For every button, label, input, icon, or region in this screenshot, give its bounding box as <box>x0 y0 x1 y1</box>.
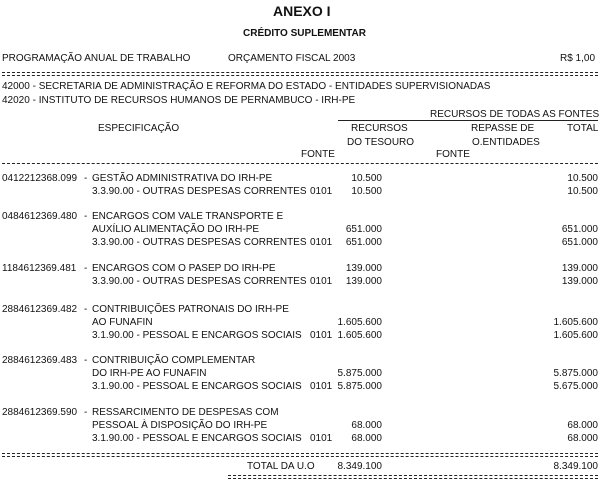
document-subtitle: CRÉDITO SUPLEMENTAR <box>243 28 366 39</box>
row-sub-description: 3.1.90.00 - PESSOAL E ENCARGOS SOCIAIS <box>92 433 302 444</box>
row-total-value: 139.000 <box>561 263 598 274</box>
column-spec-header: ESPECIFICAÇÃO <box>98 123 180 134</box>
org-line-2: 42020 - INSTITUTO DE RECURSOS HUMANOS DE PERNAMBUCO - IRH-PE <box>2 95 356 106</box>
row-tesouro-value: 10.500 <box>351 173 382 184</box>
currency-label: R$ 1,00 <box>560 53 596 64</box>
org-line-1: 42000 - SECRETARIA DE ADMINISTRAÇÃO E REFORMA DO ESTADO - ENTIDADES SUPERVISIONADAS <box>2 81 491 92</box>
row-description: GESTÃO ADMINISTRATIVA DO IRH-PE <box>92 173 273 184</box>
row-code: 1184612369.481 <box>2 263 77 274</box>
total-label: TOTAL DA U.O <box>247 461 315 472</box>
row-code: 2884612369.482 <box>2 304 78 315</box>
row-code: 0484612369.480 <box>2 211 78 222</box>
row-tesouro-value: 5.875.000 <box>337 368 382 379</box>
row-sub-fonte: 0101 <box>310 276 333 287</box>
row-description: CONTRIBUIÇÃO COMPLEMENTAR <box>92 355 256 366</box>
row-description: AO FUNAFIN <box>92 317 153 328</box>
total-tesouro-value: 8.349.100 <box>337 461 382 472</box>
row-sub-fonte: 0101 <box>310 330 333 341</box>
row-sub-fonte: 0101 <box>310 381 333 392</box>
row-description: ENCARGOS COM VALE TRANSPORTE E <box>92 211 284 222</box>
row-sub-tesouro-value: 5.875.000 <box>337 381 382 392</box>
total-value: 8.349.100 <box>553 461 598 472</box>
budget-label: ORÇAMENTO FISCAL 2003 <box>228 53 356 64</box>
column-tesouro-header-2: DO TESOURO <box>347 137 415 148</box>
program-label: PROGRAMAÇÃO ANUAL DE TRABALHO <box>2 53 191 64</box>
row-code: 2884612369.590 <box>2 407 78 418</box>
column-total-header: TOTAL <box>567 123 599 134</box>
column-repasse-header-1: REPASSE DE <box>471 123 535 134</box>
row-sub-total-value: 68.000 <box>567 433 598 444</box>
row-description: CONTRIBUIÇÕES PATRONAIS DO IRH-PE <box>92 304 289 315</box>
row-tesouro-value: 1.605.600 <box>337 317 382 328</box>
row-sub-description: 3.1.90.00 - PESSOAL E ENCARGOS SOCIAIS <box>92 381 302 392</box>
row-dash: - <box>84 173 88 184</box>
divider-bottom-1 <box>228 475 598 476</box>
row-description: AUXÍLIO ALIMENTAÇÃO DO IRH-PE <box>92 224 260 235</box>
divider-header <box>2 163 598 164</box>
row-dash: - <box>84 211 88 222</box>
row-description: DO IRH-PE AO FUNAFIN <box>92 368 207 379</box>
row-sub-tesouro-value: 139.000 <box>345 276 382 287</box>
row-sub-total-value: 10.500 <box>567 186 598 197</box>
row-sub-total-value: 5.675.000 <box>553 381 598 392</box>
row-sub-tesouro-value: 68.000 <box>351 433 382 444</box>
row-description: ENCARGOS COM O PASEP DO IRH-PE <box>92 263 276 274</box>
divider-footer-2 <box>2 456 598 457</box>
row-total-value: 5.875.000 <box>553 368 598 379</box>
row-tesouro-value: 139.000 <box>345 263 382 274</box>
row-sub-tesouro-value: 1.605.600 <box>337 330 382 341</box>
row-total-value: 68.000 <box>567 420 598 431</box>
row-dash: - <box>84 355 88 366</box>
column-group-underline <box>338 120 598 121</box>
divider-top-1 <box>2 72 598 73</box>
column-group-header: RECURSOS DE TODAS AS FONTES <box>430 109 600 120</box>
row-dash: - <box>84 407 88 418</box>
row-total-value: 1.605.600 <box>553 317 598 328</box>
row-dash: - <box>84 263 88 274</box>
divider-bottom-2 <box>228 478 598 479</box>
row-sub-fonte: 0101 <box>310 186 333 197</box>
row-total-value: 651.000 <box>561 224 598 235</box>
row-code: 0412212368.099 <box>2 173 78 184</box>
column-tesouro-header-1: RECURSOS <box>351 123 408 134</box>
row-total-value: 10.500 <box>567 173 598 184</box>
row-sub-description: 3.3.90.00 - OUTRAS DESPESAS CORRENTES <box>92 237 307 248</box>
row-sub-tesouro-value: 651.000 <box>345 237 382 248</box>
row-code: 2884612369.483 <box>2 355 78 366</box>
row-sub-fonte: 0101 <box>310 433 333 444</box>
row-sub-description: 3.3.90.00 - OUTRAS DESPESAS CORRENTES <box>92 186 307 197</box>
row-sub-total-value: 139.000 <box>561 276 598 287</box>
row-tesouro-value: 651.000 <box>345 224 382 235</box>
row-sub-tesouro-value: 10.500 <box>351 186 382 197</box>
divider-top-2 <box>2 75 598 76</box>
column-fonte-header-1: FONTE <box>301 149 335 160</box>
row-sub-fonte: 0101 <box>310 237 333 248</box>
document-title: ANEXO I <box>273 3 331 19</box>
column-fonte-header-2: FONTE <box>436 149 470 160</box>
row-dash: - <box>84 304 88 315</box>
row-description: RESSARCIMENTO DE DESPESAS COM <box>92 407 279 418</box>
row-description: PESSOAL À DISPOSIÇÃO DO IRH-PE <box>92 420 268 431</box>
row-sub-total-value: 651.000 <box>561 237 598 248</box>
divider-footer-1 <box>2 453 598 454</box>
row-sub-description: 3.3.90.00 - OUTRAS DESPESAS CORRENTES <box>92 276 307 287</box>
row-sub-description: 3.1.90.00 - PESSOAL E ENCARGOS SOCIAIS <box>92 330 302 341</box>
column-repasse-header-2: O.ENTIDADES <box>472 137 540 148</box>
row-tesouro-value: 68.000 <box>351 420 382 431</box>
row-sub-total-value: 1.605.600 <box>553 330 598 341</box>
